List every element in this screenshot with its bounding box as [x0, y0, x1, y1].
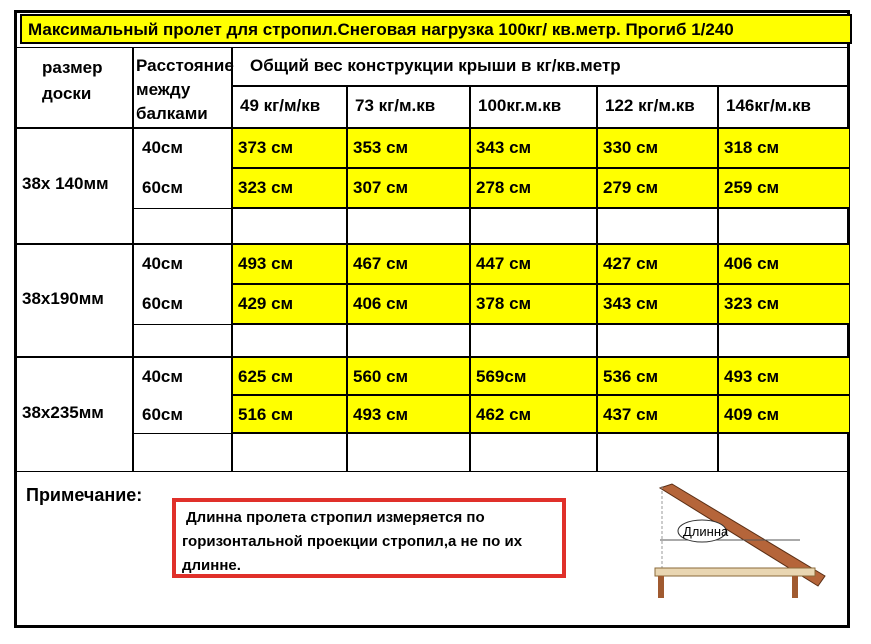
wall-plate	[655, 568, 815, 576]
empty-cell	[133, 208, 232, 244]
header-spacing-label: между	[136, 80, 191, 99]
value-label: 536 см	[603, 367, 659, 386]
value-label: 278 см	[476, 178, 532, 197]
value-label: 429 см	[238, 294, 294, 313]
note-line: длинне.	[182, 557, 241, 574]
empty-cell	[597, 433, 718, 472]
size-label: 38x235мм	[22, 402, 104, 422]
header-weight-group-label: Общий вес конструкции крыши в кг/кв.метр	[250, 56, 621, 75]
empty-cell	[470, 324, 597, 357]
value-label: 279 см	[603, 178, 659, 197]
empty-cell	[133, 324, 232, 357]
value-label: 406 см	[353, 294, 409, 313]
spacing-label: 40см	[142, 254, 183, 273]
value-label: 373 см	[238, 138, 294, 157]
header-weight-label: 146кг/м.кв	[726, 96, 811, 115]
value-label: 378 см	[476, 294, 532, 313]
header-board-size-label: доски	[42, 84, 92, 103]
header-spacing-label: балками	[136, 104, 208, 123]
value-label: 318 см	[724, 138, 780, 157]
header-weight-label: 100кг.м.кв	[478, 96, 562, 115]
note-box	[172, 498, 566, 578]
value-label: 409 см	[724, 405, 780, 424]
header-weight-label: 49 кг/м/кв	[240, 96, 321, 115]
empty-cell	[470, 433, 597, 472]
value-label: 353 см	[353, 138, 409, 157]
value-label: 467 см	[353, 254, 409, 273]
empty-cell	[718, 324, 850, 357]
value-label: 447 см	[476, 254, 532, 273]
empty-cell	[133, 433, 232, 472]
value-label: 560 см	[353, 367, 409, 386]
value-label: 427 см	[603, 254, 659, 273]
header-board-size-label: размер	[42, 58, 103, 77]
rafter-diagram	[640, 478, 840, 608]
note-label: Примечание:	[26, 485, 143, 505]
empty-cell	[232, 433, 347, 472]
value-label: 330 см	[603, 138, 659, 157]
value-label: 406 см	[724, 254, 780, 273]
empty-cell	[347, 208, 470, 244]
empty-cell	[232, 324, 347, 357]
header-weight-label: 73 кг/м.кв	[355, 96, 436, 115]
value-label: 493 см	[238, 254, 294, 273]
spacing-label: 60см	[142, 294, 183, 313]
empty-cell	[718, 208, 850, 244]
value-label: 625 см	[238, 367, 294, 386]
diagram-label: Длинна	[683, 524, 729, 539]
header-weight-label: 122 кг/м.кв	[605, 96, 695, 115]
post-left	[658, 576, 664, 598]
empty-cell	[597, 208, 718, 244]
value-label: 493 см	[353, 405, 409, 424]
value-label: 462 см	[476, 405, 532, 424]
spacing-label: 60см	[142, 178, 183, 197]
value-label: 323 см	[724, 294, 780, 313]
value-label: 569см	[476, 367, 527, 386]
page-title: Максимальный пролет для стропил.Снеговая нагрузка 100кг/ кв.метр. Прогиб 1/240	[20, 14, 852, 44]
value-label: 516 см	[238, 405, 294, 424]
empty-cell	[597, 324, 718, 357]
note-line: Длинна пролета стропил измеряется по	[186, 509, 485, 526]
value-label: 437 см	[603, 405, 659, 424]
empty-cell	[347, 433, 470, 472]
size-label: 38x190мм	[22, 288, 104, 308]
value-label: 307 см	[353, 178, 409, 197]
value-label: 323 см	[238, 178, 294, 197]
spacing-label: 40см	[142, 138, 183, 157]
size-label: 38x 140мм	[22, 174, 109, 193]
empty-cell	[718, 433, 850, 472]
empty-cell	[470, 208, 597, 244]
empty-cell	[232, 208, 347, 244]
spacing-label: 40см	[142, 367, 183, 386]
value-label: 343 см	[476, 138, 532, 157]
post-right	[792, 576, 798, 598]
empty-cell	[347, 324, 470, 357]
value-label: 259 см	[724, 178, 780, 197]
note-line: горизонтальной проекции стропил,а не по их	[182, 533, 523, 550]
spacing-label: 60см	[142, 405, 183, 424]
value-label: 493 см	[724, 367, 780, 386]
value-label: 343 см	[603, 294, 659, 313]
header-spacing-label: Расстояние	[136, 56, 234, 75]
